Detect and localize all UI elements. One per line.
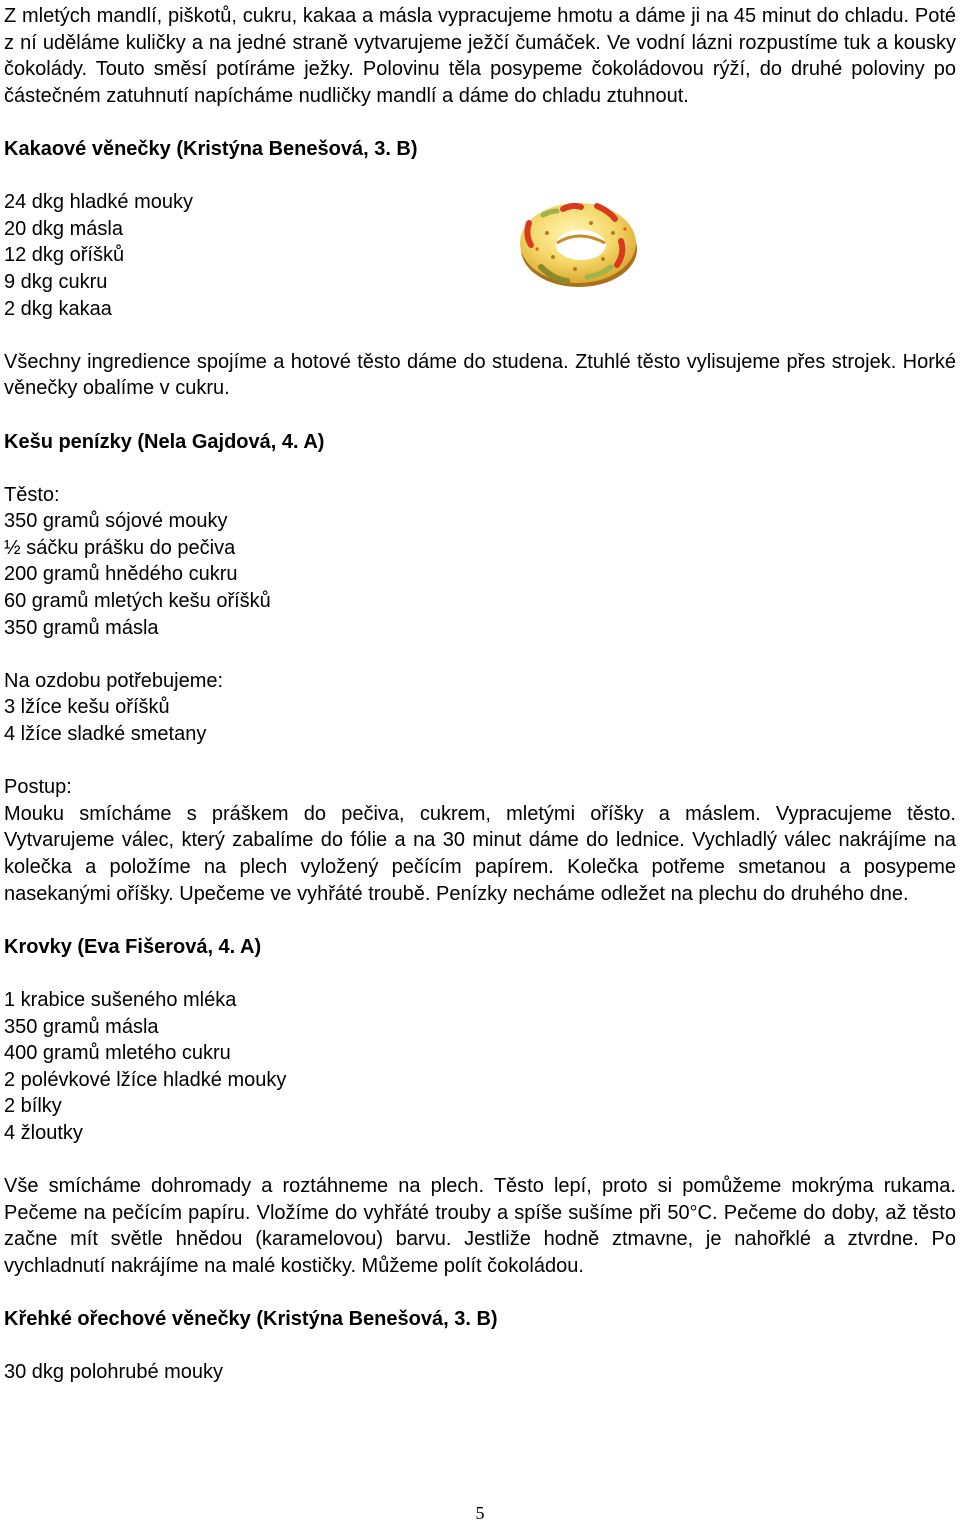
ingredient-item: 200 gramů hnědého cukru bbox=[4, 563, 238, 586]
ingredient-item: 3 lžíce kešu oříšků bbox=[4, 696, 170, 719]
ingredient-item: ½ sáčku prášku do pečiva bbox=[4, 536, 236, 559]
ingredient-item: 12 dkg oříšků bbox=[4, 244, 125, 267]
dough-label: Těsto: bbox=[4, 483, 60, 506]
recipe-title-kakaove: Kakaové věnečky (Kristýna Benešová, 3. B) bbox=[4, 137, 418, 160]
ingredient-item: 4 žloutky bbox=[4, 1121, 83, 1144]
kakaove-instructions: Všechny ingredience spojíme a hotové těsto dáme do studena. Ztuhlé těsto vylisujeme přes strojek. Horké věnečky obalíme v cukru. bbox=[4, 350, 956, 400]
ingredient-item: 2 bílky bbox=[4, 1095, 62, 1118]
document-page bbox=[4, 3, 956, 1386]
page-number: 5 bbox=[475, 1503, 485, 1523]
ingredient-item: 1 krabice sušeného mléka bbox=[4, 988, 237, 1011]
ingredient-item: 2 polévkové lžíce hladké mouky bbox=[4, 1068, 287, 1091]
wreath-cookie-icon bbox=[517, 193, 641, 293]
method-label: Postup: bbox=[4, 776, 72, 799]
ingredient-item: 9 dkg cukru bbox=[4, 270, 108, 293]
ingredient-item: 400 gramů mletého cukru bbox=[4, 1042, 231, 1065]
ingredient-item: 60 gramů mletých kešu oříšků bbox=[4, 590, 271, 613]
recipe-title-krovky: Krovky (Eva Fišerová, 4. A) bbox=[4, 935, 262, 958]
ingredient-item: 30 dkg polohrubé mouky bbox=[4, 1361, 224, 1384]
decor-label: Na ozdobu potřebujeme: bbox=[4, 669, 224, 692]
ingredient-item: 2 dkg kakaa bbox=[4, 297, 112, 320]
recipe-title-kesu: Kešu penízky (Nela Gajdová, 4. A) bbox=[4, 430, 325, 453]
recipe-title-krehke: Křehké ořechové věnečky (Kristýna Benešová, 3. B) bbox=[4, 1308, 498, 1331]
ingredient-item: 350 gramů másla bbox=[4, 616, 159, 639]
krovky-method: Vše smícháme dohromady a roztáhneme na plech. Těsto lepí, proto si pomůžeme mokrýma rukama. Pečeme na pečícím papíru. Vložíme do vyhřáté trouby a spíše sušíme při 50°C. Pečeme do doby, až těsto začne mít světle hnědou (karamelovou) barvu. Jestliže hodně ztmavne, je nahořklé a ztvrdne. Po vychladnutí nakrájíme na malé kostičky. Můžeme polít čokoládou. bbox=[4, 1175, 956, 1277]
ingredient-item: 20 dkg másla bbox=[4, 217, 123, 240]
ingredient-item: 24 dkg hladké mouky bbox=[4, 191, 194, 214]
ingredient-item: 350 gramů sójové mouky bbox=[4, 510, 228, 533]
kesu-method: Mouku smícháme s práškem do pečiva, cukrem, mletými oříšky a máslem. Vypracujeme těsto. Vytvarujeme válec, který zabalíme do fólie a na 30 minut dáme do lednice. Vychladlý válec nakrájíme na kolečka a položíme na plech vyložený pečícím papírem. Kolečka potřeme smetanou a posypeme nasekanými oříšky. Upečeme ve vyhřáté troubě. Penízky necháme odležet na plechu do druhého dne. bbox=[4, 802, 956, 905]
intro-paragraph: Z mletých mandlí, piškotů, cukru, kakaa a másla vypracujeme hmotu a dáme ji na 45 minut do chladu. Poté z ní uděláme kuličky a na jedné straně vytvarujeme ježčí čumáček. Ve vodní lázni rozpustíme tuk a kousky čokolády. Touto směsí potíráme ježky. Polovinu těla posypeme čokoládovou rýží, do druhé poloviny po částečném zatuhnutí napícháme nudličky mandlí a dáme do chladu ztuhnout. bbox=[4, 5, 956, 107]
kakaove-ingredients bbox=[4, 189, 956, 322]
ingredient-item: 4 lžíce sladké smetany bbox=[4, 723, 207, 746]
ingredient-item: 350 gramů másla bbox=[4, 1015, 159, 1038]
